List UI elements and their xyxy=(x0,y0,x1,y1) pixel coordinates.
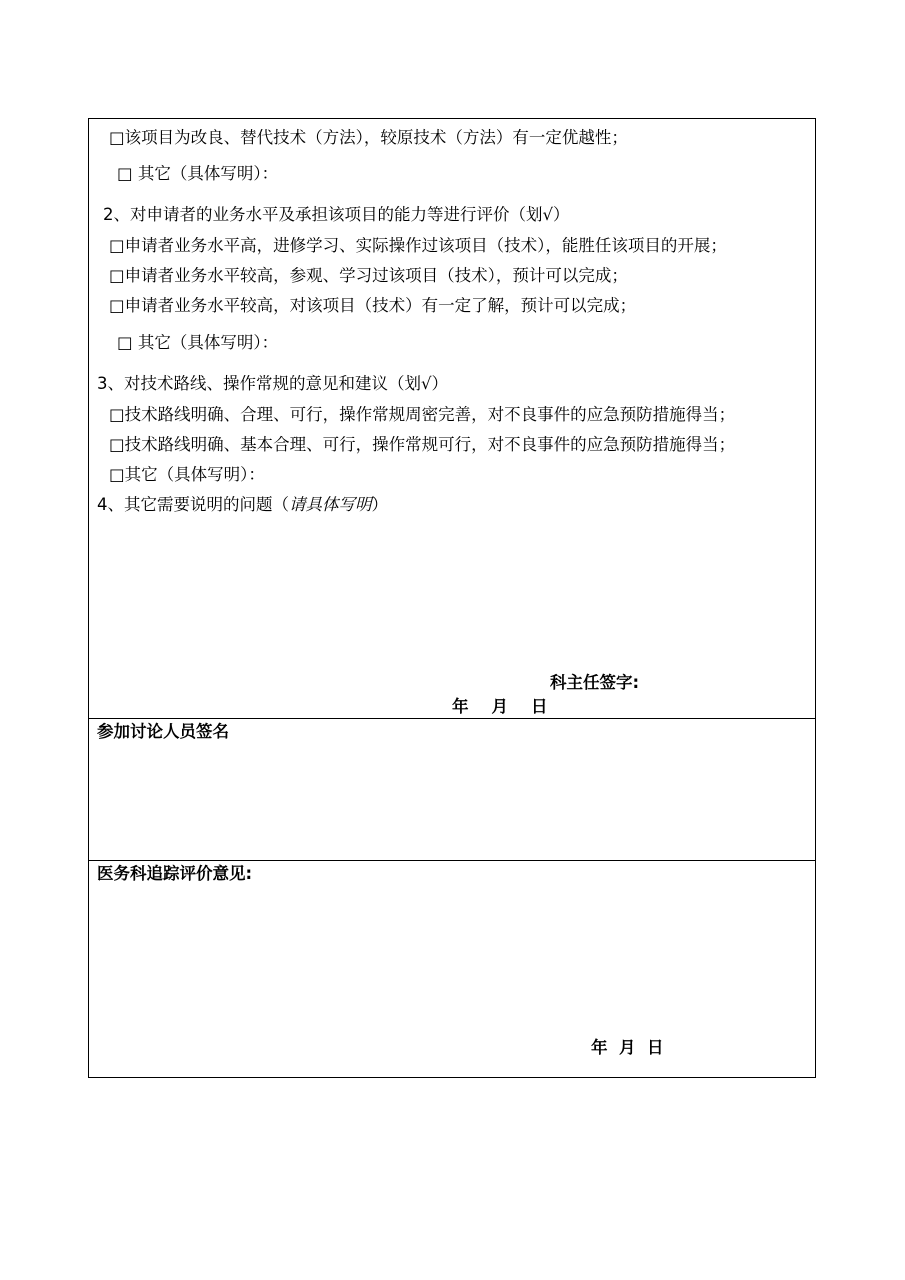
evaluation-section xyxy=(89,119,815,719)
item-4-heading xyxy=(97,495,388,515)
item-4-suffix: ） xyxy=(371,495,388,514)
option-route-basically-reasonable: □技术路线明确、基本合理、可行，操作常规可行，对不良事件的应急预防措施得当； xyxy=(109,435,736,454)
form-table xyxy=(88,118,816,1078)
option-skill-fairly-high-understood: □申请者业务水平较高，对该项目（技术）有一定了解，预计可以完成； xyxy=(109,296,637,315)
option-skill-high: □申请者业务水平高，进修学习、实际操作过该项目（技术），能胜任该项目的开展； xyxy=(109,236,727,255)
director-date-label: 年 月 日 xyxy=(452,697,548,716)
option-other-3: □其它（具体写明）： xyxy=(109,465,265,484)
item-4-prefix: 4、其它需要说明的问题（ xyxy=(97,495,289,514)
option-improved-technique: □该项目为改良、替代技术（方法），较原技术（方法）有一定优越性； xyxy=(109,128,628,147)
item-2-heading: 2、对申请者的业务水平及承担该项目的能力等进行评价（划√） xyxy=(103,205,570,224)
director-signature-label: 科主任签字: xyxy=(550,673,640,692)
option-skill-fairly-high-visited: □申请者业务水平较高，参观、学习过该项目（技术），预计可以完成； xyxy=(109,266,628,285)
participants-signature-title: 参加讨论人员签名 xyxy=(97,722,229,741)
participants-signature-section xyxy=(89,719,815,860)
item-3-heading: 3、对技术路线、操作常规的意见和建议（划√） xyxy=(97,374,449,393)
option-other-1: □ 其它（具体写明）： xyxy=(117,164,279,183)
medical-affairs-date-label: 年 月 日 xyxy=(591,1038,664,1057)
medical-affairs-title: 医务科追踪评价意见: xyxy=(97,864,253,883)
item-4-italic: 请具体写明 xyxy=(289,495,372,514)
option-route-clear-complete: □技术路线明确、合理、可行，操作常规周密完善，对不良事件的应急预防措施得当； xyxy=(109,405,736,424)
medical-affairs-section xyxy=(89,861,815,1077)
option-other-2: □ 其它（具体写明）： xyxy=(117,333,279,352)
